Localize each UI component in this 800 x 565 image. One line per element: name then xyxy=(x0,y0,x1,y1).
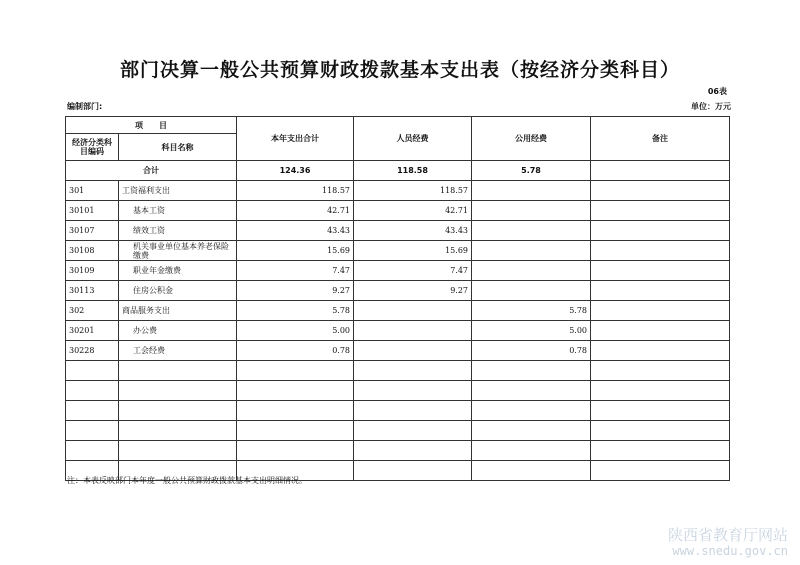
table-row xyxy=(66,321,730,341)
header-personnel: 人员经费 xyxy=(354,117,472,161)
row-total xyxy=(237,401,354,421)
table-note: 注：本表反映部门本年度一般公共预算财政拨款基本支出明细情况。 xyxy=(67,476,307,485)
table-row xyxy=(66,181,730,201)
header-total: 本年支出合计 xyxy=(237,117,354,161)
total-public: 5.78 xyxy=(472,161,591,181)
row-total: 5.00 xyxy=(237,321,354,341)
row-remark xyxy=(591,321,730,341)
row-code: 30228 xyxy=(66,341,119,361)
row-public xyxy=(472,361,591,381)
row-remark xyxy=(591,201,730,221)
row-remark xyxy=(591,461,730,481)
row-code: 301 xyxy=(66,181,119,201)
row-public xyxy=(472,261,591,281)
total-remark xyxy=(591,161,730,181)
header-code: 经济分类科目编码 xyxy=(66,134,119,161)
total-label: 合计 xyxy=(66,161,237,181)
row-total: 7.47 xyxy=(237,261,354,281)
row-total: 9.27 xyxy=(237,281,354,301)
header-item: 项 目 xyxy=(66,117,237,134)
row-public xyxy=(472,221,591,241)
row-name: 工资福利支出 xyxy=(119,181,237,201)
row-personnel xyxy=(354,301,472,321)
row-name: 绩效工资 xyxy=(119,221,237,241)
row-public xyxy=(472,441,591,461)
table-row xyxy=(66,421,730,441)
row-code: 30107 xyxy=(66,221,119,241)
row-remark xyxy=(591,241,730,261)
row-code: 30113 xyxy=(66,281,119,301)
row-public xyxy=(472,241,591,261)
row-code: 30108 xyxy=(66,241,119,261)
row-public xyxy=(472,461,591,481)
row-personnel xyxy=(354,421,472,441)
row-total: 0.78 xyxy=(237,341,354,361)
row-remark xyxy=(591,441,730,461)
header-public: 公用经费 xyxy=(472,117,591,161)
row-remark xyxy=(591,301,730,321)
row-public xyxy=(472,201,591,221)
table-row xyxy=(66,261,730,281)
row-total: 118.57 xyxy=(237,181,354,201)
row-total xyxy=(237,441,354,461)
row-personnel: 42.71 xyxy=(354,201,472,221)
total-amount: 124.36 xyxy=(237,161,354,181)
total-personnel: 118.58 xyxy=(354,161,472,181)
row-total xyxy=(237,361,354,381)
row-personnel xyxy=(354,461,472,481)
compiler-label: 编制部门: xyxy=(67,102,103,111)
row-remark xyxy=(591,421,730,441)
row-public xyxy=(472,401,591,421)
table-row xyxy=(66,221,730,241)
unit-label: 单位：万元 xyxy=(691,102,731,111)
watermark-text: 陕西省教育厅网站 xyxy=(667,526,788,544)
row-personnel: 15.69 xyxy=(354,241,472,261)
row-personnel: 9.27 xyxy=(354,281,472,301)
row-public xyxy=(472,181,591,201)
watermark-url: www.snedu.gov.cn xyxy=(672,544,788,558)
row-code: 30201 xyxy=(66,321,119,341)
table-row xyxy=(66,361,730,381)
unit-row xyxy=(67,101,731,112)
row-code xyxy=(66,421,119,441)
table-row xyxy=(66,401,730,421)
row-public: 0.78 xyxy=(472,341,591,361)
row-remark xyxy=(591,401,730,421)
row-name: 机关事业单位基本养老保险缴费 xyxy=(119,241,237,261)
row-name xyxy=(119,421,237,441)
row-public xyxy=(472,381,591,401)
row-remark xyxy=(591,341,730,361)
row-code: 30101 xyxy=(66,201,119,221)
row-name: 基本工资 xyxy=(119,201,237,221)
table-row xyxy=(66,201,730,221)
row-personnel: 7.47 xyxy=(354,261,472,281)
row-code xyxy=(66,401,119,421)
row-personnel: 43.43 xyxy=(354,221,472,241)
header-remark: 备注 xyxy=(591,117,730,161)
row-code: 302 xyxy=(66,301,119,321)
table-row xyxy=(66,341,730,361)
row-name xyxy=(119,361,237,381)
row-code xyxy=(66,361,119,381)
row-name: 商品服务支出 xyxy=(119,301,237,321)
row-personnel: 118.57 xyxy=(354,181,472,201)
row-name xyxy=(119,441,237,461)
row-code xyxy=(66,381,119,401)
row-total xyxy=(237,381,354,401)
row-personnel xyxy=(354,361,472,381)
row-total: 43.43 xyxy=(237,221,354,241)
row-remark xyxy=(591,261,730,281)
row-code: 30109 xyxy=(66,261,119,281)
row-code xyxy=(66,441,119,461)
row-name: 办公费 xyxy=(119,321,237,341)
row-personnel xyxy=(354,401,472,421)
row-remark xyxy=(591,281,730,301)
row-total: 42.71 xyxy=(237,201,354,221)
row-total: 5.78 xyxy=(237,301,354,321)
row-total: 15.69 xyxy=(237,241,354,261)
table-row xyxy=(66,281,730,301)
row-name: 住房公积金 xyxy=(119,281,237,301)
row-remark xyxy=(591,221,730,241)
row-public: 5.00 xyxy=(472,321,591,341)
row-public: 5.78 xyxy=(472,301,591,321)
row-name xyxy=(119,381,237,401)
row-remark xyxy=(591,361,730,381)
row-public xyxy=(472,281,591,301)
table-row xyxy=(66,441,730,461)
row-name: 职业年金缴费 xyxy=(119,261,237,281)
expenditure-table xyxy=(65,116,730,481)
row-remark xyxy=(591,381,730,401)
row-name: 工会经费 xyxy=(119,341,237,361)
row-remark xyxy=(591,181,730,201)
row-name xyxy=(119,401,237,421)
table-row xyxy=(66,301,730,321)
row-personnel xyxy=(354,441,472,461)
table-row xyxy=(66,241,730,261)
page-title: 部门决算一般公共预算财政拨款基本支出表（按经济分类科目） xyxy=(119,59,680,81)
row-public xyxy=(472,421,591,441)
table-row xyxy=(66,381,730,401)
row-personnel xyxy=(354,321,472,341)
header-name: 科目名称 xyxy=(119,134,237,161)
row-personnel xyxy=(354,341,472,361)
form-number: 06表 xyxy=(707,87,727,96)
row-total xyxy=(237,421,354,441)
row-personnel xyxy=(354,381,472,401)
